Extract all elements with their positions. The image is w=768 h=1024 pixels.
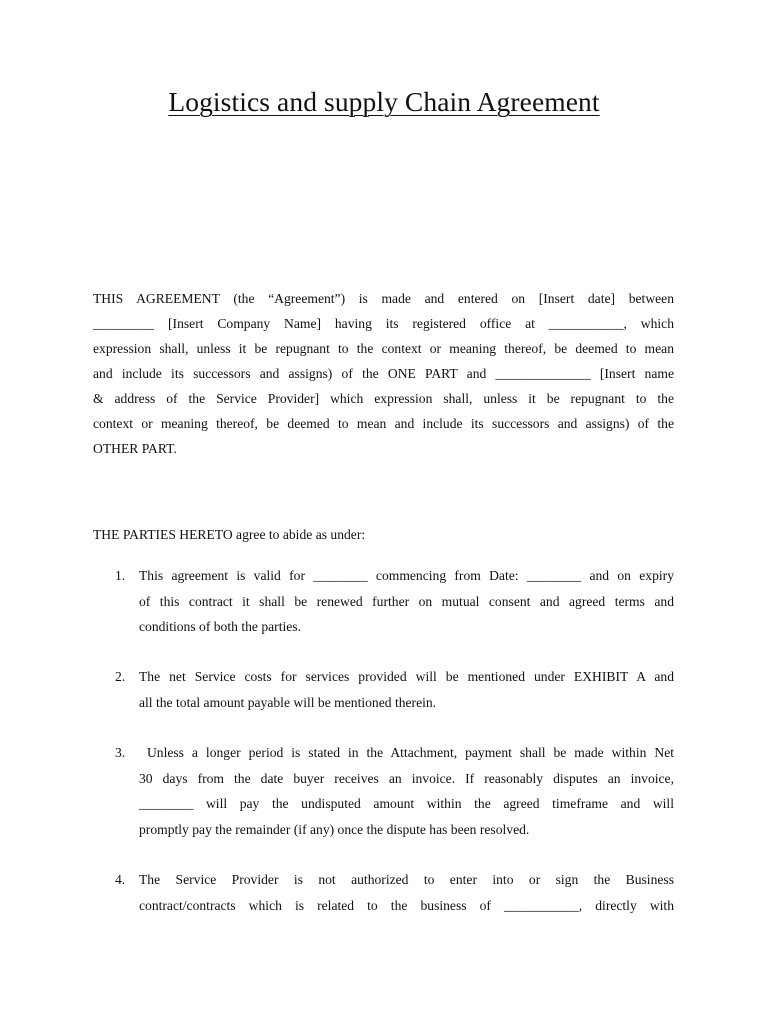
intro-line: THIS AGREEMENT (the “Agreement”) is made and entered on [Insert date] between xyxy=(93,291,674,306)
clause-line: conditions of both the parties. xyxy=(139,619,301,634)
clause-3 xyxy=(93,740,674,842)
clause-body xyxy=(139,740,674,842)
clause-body xyxy=(139,563,674,640)
clause-line: This agreement is valid for ________ commencing from Date: ________ and on expiry xyxy=(139,568,674,583)
clause-line: The net Service costs for services provided will be mentioned under EXHIBIT A and xyxy=(139,669,674,684)
clause-4 xyxy=(93,867,674,918)
intro-line: expression shall, unless it be repugnant to the context or meaning thereof, be deemed to mean xyxy=(93,341,674,356)
intro-line: and include its successors and assigns) of the ONE PART and ______________ [Insert name xyxy=(93,366,674,381)
clause-line: of this contract it shall be renewed further on mutual consent and agreed terms and xyxy=(139,593,674,609)
clause-body xyxy=(139,664,674,715)
clause-line: 30 days from the date buyer receives an invoice. If reasonably disputes an invoice, xyxy=(139,770,674,786)
clause-1 xyxy=(93,563,674,640)
clause-number: 2. xyxy=(115,669,126,684)
document-title: Logistics and supply Chain Agreement xyxy=(168,86,600,117)
clause-line: Unless a longer period is stated in the Attachment, payment shall be made within Net xyxy=(139,745,674,760)
clause-line: ________ will pay the undisputed amount within the agreed timeframe and will xyxy=(139,796,674,811)
parties-heading: THE PARTIES HERETO agree to abide as under: xyxy=(93,527,366,542)
clause-line: contract/contracts which is related to the business of ___________, directly with xyxy=(139,897,674,913)
clause-line: all the total amount payable will be mentioned therein. xyxy=(139,694,437,710)
clause-number: 4. xyxy=(115,872,126,887)
clause-line: promptly pay the remainder (if any) once the dispute has been resolved. xyxy=(139,821,530,837)
clause-number: 1. xyxy=(115,568,126,583)
intro-line: OTHER PART. xyxy=(93,441,177,456)
intro-line: _________ [Insert Company Name] having its registered office at ___________, which xyxy=(93,316,674,331)
clause-line: The Service Provider is not authorized to enter into or sign the Business xyxy=(139,872,674,887)
clause-2 xyxy=(93,664,674,715)
clause-number: 3. xyxy=(115,745,126,760)
clause-body xyxy=(139,867,674,918)
intro-line: context or meaning thereof, be deemed to mean and include its successors and assigns) of the xyxy=(93,416,674,431)
intro-line: & address of the Service Provider] which expression shall, unless it be repugnant to the xyxy=(93,391,674,406)
agreement-intro-paragraph xyxy=(93,286,674,461)
